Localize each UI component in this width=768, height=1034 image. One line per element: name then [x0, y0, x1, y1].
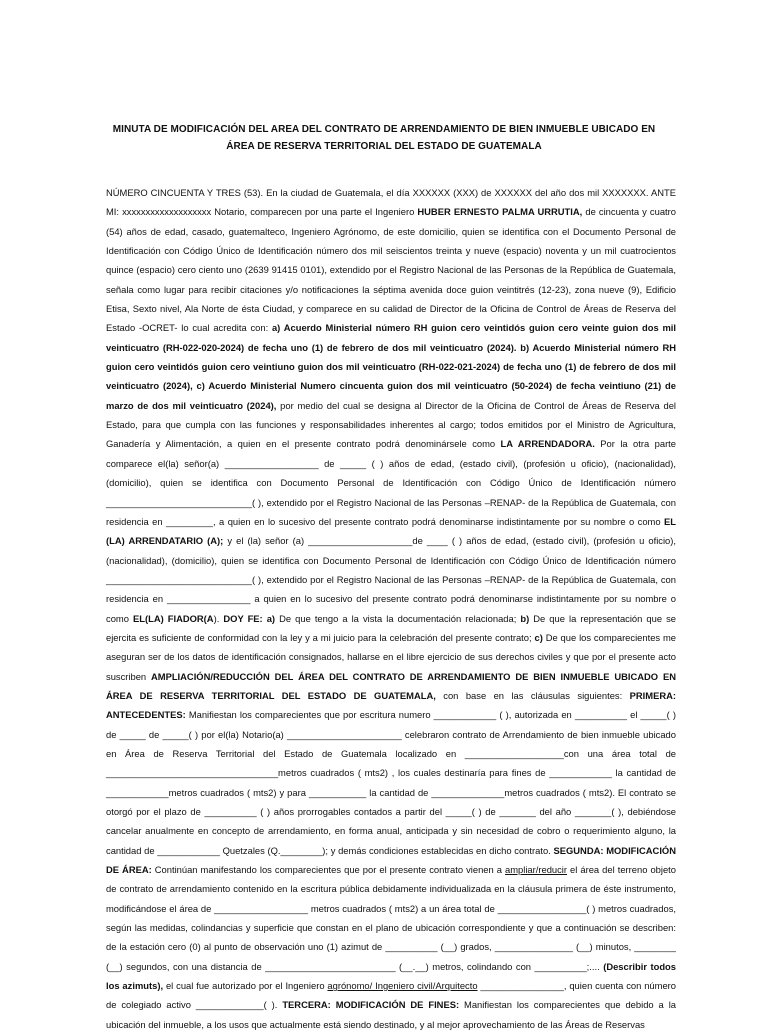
text-run: con base en las cláusulas siguientes: [435, 689, 630, 701]
text-run: De que tengo a la vista la documentación relacionada; [275, 612, 521, 624]
text-run: De que la representación que se ejercita es suficiente de conformidad con la ley y a mi juicio para la celebración del presente contrato; [106, 612, 676, 643]
bold-text-run: EL (LA) ARRENDATARIO (A); [106, 515, 676, 547]
bold-text-run: SEGUNDA: MODIFICACIÓN DE ÁREA: [106, 844, 676, 876]
underlined-text-run: ampliar/reducir [505, 864, 568, 876]
text-run: Manifiestan los comparecientes que debido a la ubicación del inmueble, a los usos que actualmente está siendo destinado, y al mejor aprovechamiento de las Áreas de Reservas [106, 999, 676, 1030]
bold-text-run: LA ARRENDADORA. [500, 438, 595, 450]
bold-text-run: (Describir todos los azimuts), [106, 960, 676, 992]
underlined-text-run: agrónomo/ Ingeniero civil/Arquitecto [327, 980, 478, 992]
text-run: de cincuenta y cuatro (54) años de edad, casado, guatemalteco, Ingeniero Agrónomo, de este domicilio, quien se identifica con el Documento Personal de Identificación con Código Único de Identificación número dos mil seiscientos treinta y nueve (espacio) noventa y un mil cuatrocientos quince (espacio) cero ciento uno (2639 91415 0101), extendido por el Registro Nacional de las Personas de la República de Guatemala, señala como lugar para recibir citaciones y/o notificaciones la séptima avenida doce guion veintitrés (12-23), zona nueve (9), Edificio Etisa, Sexto nivel, Ala Norte de ésta Ciudad, y comparece en su calidad de Director de la Oficina de Control de Áreas de Reserva del Estado -OCRET- lo cual acredita con: [106, 206, 676, 334]
text-run: y el (la) señor (a) ____________________de ____ ( ) años de edad, (estado civil), (profesión u oficio), (nacionalidad), (domicilio), quien se identifica con Documento Personal de Identificación con Código Único de Identificación número ____________________________( ), extendido por el Registro Nacional de las Personas –RENAP- de la República de Guatemala, con residencia en ________________ a quien en lo sucesivo del presente contrato podrá denominarse indistintamente por su nombre o como [106, 535, 676, 624]
text-run: el área del terreno objeto de contrato de arrendamiento contenido en la escritura pública debidamente individualizada en la cláusula primera de éste instrumento, modificándose el área de __________________ metros cuadrados ( mts2) a un área total de _________________( ) metros cuadrados, según las medidas, colindancias y superficie que constan en el plano de ubicación correspondiente y que a continuación se describen: de la estación cero (0) al punto de observación uno (1) azimut de __________ (__) grados, _______________ (__) minutos, ________ (__) segundos, con una distancia de _________________________ (__.__) metros, colindando con __________;.... [106, 864, 676, 972]
bold-text-run: TERCERA: MODIFICACIÓN DE FINES: [282, 999, 460, 1011]
bold-text-run: EL(LA) FIADOR(A [132, 612, 214, 624]
text-run: NÚMERO CINCUENTA Y TRES (53). En la ciudad de Guatemala, el día XXXXXX (XXX) de XXXXXX del año dos mil XXXXXXX. ANTE MI: xxxxxxxxxxxxxxxxxxx Notario, comparecen por una parte el Ingeniero [106, 187, 676, 218]
document-body [106, 183, 676, 1034]
bold-text-run: c) [534, 631, 543, 643]
text-run: ). [213, 612, 224, 624]
contract-paragraph [106, 183, 676, 1034]
bold-text-run: HUBER ERNESTO PALMA URRUTIA, [417, 206, 583, 218]
text-run: Manifiestan los comparecientes que por escritura numero ____________ ( ), autorizada en __________ el _____( ) de _____ de _____( ) por el(la) Notario(a) ______________________ celebraron contrato de Arrendamiento de bien inmueble ubicado en Área de Reserva Territorial del Estado de Guatemala localizado en ___________________con una área total de _________________________________metros cuadrados ( mts2) , los cuales destinaría para fines de ____________ la cantidad de ____________metros cuadrados ( mts2) y para ___________ la cantidad de ______________metros cuadrados ( mts2). El contrato se otorgó por el plazo de __________ ( ) años prorrogables contados a partir del _____( ) de _______ del año _______( ), debiéndose cancelar anualmente en concepto de arrendamiento, en forma anual, anticipada y sin necesidad de cobro o requerimiento alguno, la cantidad de ____________ Quetzales (Q.________); y demás condiciones establecidas en dicho contrato. [106, 709, 676, 856]
document-title-line-2: ÁREA DE RESERVA TERRITORIAL DEL ESTADO DE GUATEMALA [226, 141, 542, 152]
bold-text-run: DOY FE: [223, 612, 263, 624]
text-run: Continúan manifestando los comparecientes que por el presente contrato vienen a [151, 864, 506, 876]
bold-text-run: a) [266, 612, 276, 624]
text-run: el cual fue autorizado por el Ingeniero [163, 980, 328, 992]
document-title-line-1: MINUTA DE MODIFICACIÓN DEL AREA DEL CONTRATO DE ARRENDAMIENTO DE BIEN INMUEBLE UBICADO EN [112, 124, 656, 135]
text-run: De que los comparecientes me aseguran ser de los datos de identificación consignados, hallarse en el libre ejercicio de sus derechos civiles y que por el presente acto suscriben [106, 631, 676, 682]
text-run: Por la otra parte comparece el(la) señor(a) __________________ de _____ ( ) años de edad, (estado civil), (profesión u oficio), (nacionalidad), (domicilio), quien se identifica con Documento Personal de Identificación con Código Único de Identificación número ____________________________( ), extendido por el Registro Nacional de las Personas –RENAP- de la República de Guatemala, con residencia en _________, a quien en lo sucesivo del presente contrato podrá denominarse indistintamente por su nombre o como [106, 438, 677, 527]
bold-text-run: b) [520, 612, 530, 624]
bold-text-run: PRIMERA: ANTECEDENTES: [106, 689, 677, 721]
text-run: ________________, quien cuenta con número de colegiado activo _____________( ). [106, 980, 676, 1011]
text-run: por medio del cual se designa al Director de la Oficina de Control de Áreas de Reserva del Estado, para que cumpla con las funciones y responsabilidades inherentes al cargo; todos emitidos por el Ministro de Agricultura, Ganadería y Alimentación, a quien en el presente contrato podrá denominársele como [106, 399, 676, 450]
bold-text-run: AMPLIACIÓN/REDUCCIÓN DEL ÁREA DEL CONTRATO DE ARRENDAMIENTO DE BIEN INMUEBLE UBICADO EN ÁREA DE RESERVA TERRITORIAL DEL ESTADO DE GUATEMALA, [106, 670, 676, 701]
bold-text-run: a) Acuerdo Ministerial número RH guion cero veintidós guion cero veinte guion dos mil veinticuatro (RH-022-020-2024) de fecha uno (1) de febrero de dos mil veinticuatro (2024). b) Acuerdo Ministerial número RH guion cero veintidós guion cero veintiuno guion dos mil veinticuatro (RH-022-021-2024) de fecha uno (1) de febrero de dos mil veinticuatro (2024), c) Acuerdo Ministerial Numero cincuenta guion dos mil veinticuatro (50-2024) de fecha veintiuno (21) de marzo de dos mil veinticuatro (2024), [106, 322, 676, 411]
